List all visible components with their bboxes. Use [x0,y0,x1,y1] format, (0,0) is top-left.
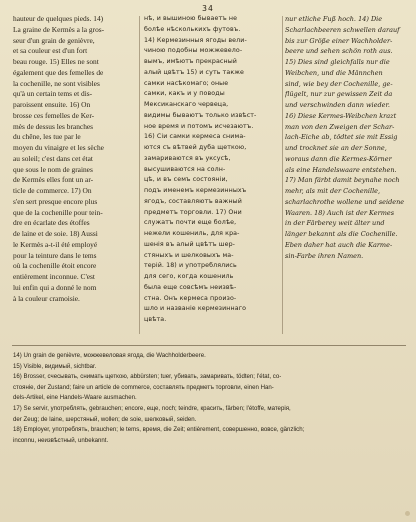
russian-text-line: для сего, когда кошениль [144,273,234,280]
russian-text-line: стна. Онъ кермеса произо- [144,294,237,302]
german-text-line: in der Färberey weit älter und [285,219,385,228]
german-text-line: sind, wie bey der Cochenille, ge- [285,79,393,88]
french-text-line: que sous le nom de graines [13,164,93,174]
russian-text-line: самки насѣкомаго; оные [144,79,229,87]
russian-text-line: нежели кошениль, для кра- [144,230,240,237]
french-text-line: que de la cochenille pour tein- [13,207,103,217]
german-text-line: woraus dann die Kermes-Körner [285,154,392,163]
french-text-line: à la couleur cramoisie. [13,293,80,303]
german-text-line: Waaren. 18) Auch ist der Kermes [285,208,395,217]
russian-text-line: высушиваются на солн- [144,165,226,173]
footnote-line: inconnu, неизвѣстный, unbekannt. [13,436,109,444]
french-text-line: du chêne, les tue par le [13,132,81,142]
german-text-line: bis zur Größe einer Wachholder- [285,36,393,45]
french-text-line: de laine et de soie. 18) Aussi [13,229,98,238]
german-text-line: lach-Eiche ab, tödtet sie mit Essig [285,133,398,142]
german-text-line: Weibchen, und die Männchen [285,68,383,77]
french-text-line: hauteur de quelques pieds. 14) [13,14,104,23]
german-text-line: nur etliche Fuß hoch. 14) Die [285,15,383,23]
russian-text-line: Мексиканскаго червеца, [144,101,229,108]
russian-text-line: ются съ вѣтвей дуба щеткою, [144,144,247,151]
french-text-line: brosse ces femelles de Ker- [13,110,95,120]
column-divider [282,16,283,334]
french-text-line: entièrement inconnue. C'est [13,272,95,281]
french-text-line: où la cochenille étoit encore [13,261,97,271]
german-text-line: als eine Handelswaare entstehen. [285,165,397,174]
german-text-line: sin-Farbe ihren Namen. [285,251,364,260]
german-text-line: 15) Dies sind gleichfalls nur die [285,58,390,66]
german-text-line: Scharlachbeeren schwellen darauf [285,25,400,34]
french-text-line: lui enfin qui a donné le nom [13,282,97,292]
french-text-line: moyen du vinaigre et les sèche [13,143,104,152]
page-number: 34 [202,4,214,13]
footnote-line: 18) Employer, употреблять, brauchen; le tems, время, die Zeit; entièrement, совершенно, вовсе, gänzlich; [13,426,305,434]
german-text-line: länger bekannt als die Cochenille. [285,230,398,238]
french-text-line: au soleil; c'est dans cet état [13,153,93,163]
russian-text-line: стяныхъ и шелковыхъ ма- [144,251,234,259]
russian-text-line: видимы бываютъ только извѣст- [144,111,257,119]
russian-text-line: ягодъ, составляютъ важный [144,197,242,205]
russian-column [144,14,280,326]
french-text-line: mès de dessus les branches [13,121,94,131]
french-text-line: beau rouge. 15) Elles ne sont [13,57,99,66]
russian-text-line: подъ именемъ кермезинныхъ [144,187,247,194]
russian-text-line: ное время и потомъ исчезаютъ. [144,122,254,130]
french-text-line: s'en sert presque encore plus [13,196,98,206]
russian-text-line: самки, какъ и у поводы [144,90,225,98]
russian-text-line: замариваются въ уксусѣ, [144,154,231,162]
german-text-line: scharlachrothe wollene und seidene [285,197,405,206]
french-text-line: dre en écarlate des étoffes [13,218,90,228]
german-text-line: und verschwinden dann wieder. [285,101,390,109]
footnote-line: 15) Visible, видимый, sichtbar. [13,362,97,370]
column-divider [139,16,140,334]
russian-text-line: 14) Кермезинныя ягоды вели- [144,36,247,44]
russian-text-line: цѣ, и въ семъ состояніи, [144,176,228,184]
russian-text-line: цвѣта. [144,316,167,323]
french-text-line: pour la teinture dans le tems [13,250,97,260]
russian-text-line: 16) Сіи самки кермеса снима- [144,133,246,141]
russian-text-line: терій. 18) и употреблялись [144,262,237,270]
french-text-line: de Kermès elles font un ar- [13,175,94,185]
russian-text-line: шенія въ алый цвѣтъ шер- [144,240,236,248]
german-text-line: man von den Zweigen der Schar- [285,122,395,131]
russian-text-line: шло и названіе кермезиннаго [144,305,247,313]
french-text-line: ticle de commerce. 17) On [13,186,92,195]
footnote-line: 14) Un grain de genièvre, можжевеловая ягода, die Wachholderbeere. [13,352,206,359]
footnote-line: dels-Artikel, eine Handels-Waare ausmachen. [13,394,137,402]
german-text-line: 16) Diese Kermes-Weibchen krazt [285,111,397,120]
french-text-line: et sa couleur est d'un fort [13,46,88,56]
french-text-line: paroissent ensuite. 16) On [13,100,91,109]
footnote-line: der Zeug; de laine, шерстяный, wollen; de soie, шелковый, seiden. [13,415,197,423]
german-text-line: Eben daher hat auch die Karme- [285,240,393,249]
footnotes [13,351,409,446]
german-text-line: und trocknet sie an der Sonne, [285,144,387,152]
footnote-rule [12,345,406,346]
russian-text-line: служатъ почти еще болѣе, [144,219,237,227]
russian-text-line: алый цвѣтъ 15) и суть также [144,68,245,76]
footnote-line: стояніе, der Zustand; faire un article de commerce, составлять предметъ торговли, einen Han- [13,383,274,391]
paper-stain [405,511,410,516]
footnote-line: 17) Se servir, употреблять, gebrauchen; encore, еще, noch; teindre, красить, färben; l'étoffe, матерія, [13,404,291,412]
german-column [285,14,409,261]
german-text-line: 17) Man färbt damit beynahe noch [285,176,400,185]
russian-text-line: предметъ торговли. 17) Они [144,208,242,216]
russian-text-line: чиною подобны можжевело- [144,47,243,55]
french-text-line: qu'à un certain tems et dis- [13,89,93,99]
russian-text-line: болѣе нѣсколькихъ футовъ. [144,25,241,33]
french-text-line: la cochenille, ne sont visibles [13,78,100,88]
german-text-line: mehr, als mit der Cochenille, [285,187,381,195]
french-text-line: également que des femelles de [13,67,104,77]
russian-text-line: вымъ, имѣютъ прекрасный [144,58,237,65]
french-column [13,14,135,304]
french-text-line: le Kermès a-t-il été employé [13,239,98,249]
french-text-line: La graine de Kermès a la gros- [13,24,105,34]
german-text-line: beere und sehen schön roth aus. [285,47,393,56]
russian-text-line: была еще совсѣмъ неизвѣ- [144,283,237,291]
german-text-line: flügelt, nur zur gewissen Zeit da [285,90,393,99]
footnote-line: 16) Brosser, счесывать, снимать щеткою, abbürsten; tuer, убивать, замаривать, tödten; l'état, со- [13,373,282,381]
russian-text-line: нѣ, и вышиною бываетъ не [144,15,238,22]
french-text-line: seur d'un grain de genièvre, [13,35,95,45]
